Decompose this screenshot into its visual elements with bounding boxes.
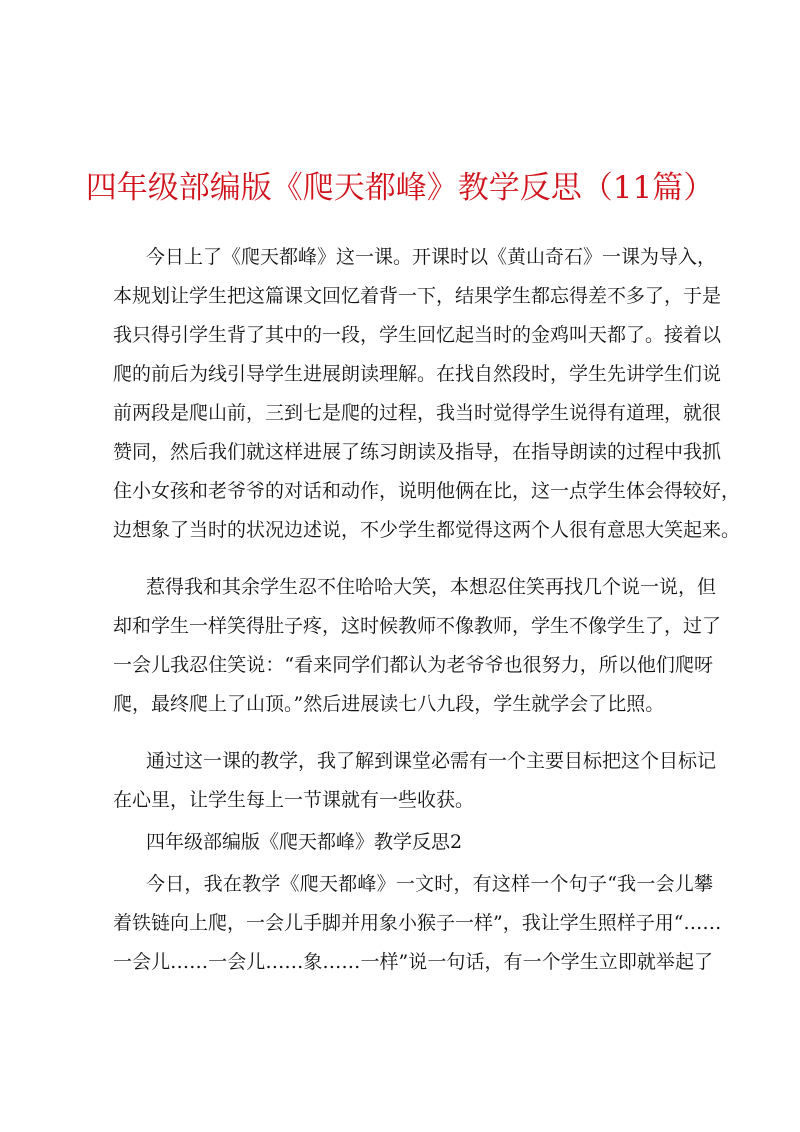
text-line: 今日，我在教学《爬天都峰》一文时，有这样一个句子“我一会儿攀 bbox=[146, 873, 713, 895]
text-line: 惹得我和其余学生忍不住哈哈大笑，本想忍住笑再找几个说一说，但 bbox=[146, 576, 717, 598]
document-title: 四年级部编版《爬天都峰》教学反思（11篇） bbox=[85, 170, 715, 206]
text-line: 本规划让学生把这篇课文回忆着背一下，结果学生都忘得差不多了，于是 bbox=[113, 285, 722, 307]
text-line: 却和学生一样笑得肚子疼，这时候教师不像教师，学生不像学生了，过了 bbox=[113, 615, 722, 637]
section-heading: 四年级部编版《爬天都峰》教学反思2 bbox=[146, 831, 463, 853]
text-line: 爬，最终爬上了山顶。”然后进展读七八九段，学生就学会了比照。 bbox=[113, 693, 665, 715]
text-line: 前两段是爬山前，三到七是爬的过程，我当时觉得学生说得有道理，就很 bbox=[113, 402, 722, 424]
text-line: 通过这一课的教学，我了解到课堂必需有一个主要目标把这个目标记 bbox=[146, 750, 717, 772]
text-line: 爬的前后为线引导学生进展朗读理解。在找自然段时，学生先讲学生们说 bbox=[113, 363, 722, 385]
text-line: 一会儿……一会儿……象……一样”说一句话，有一个学生立即就举起了 bbox=[113, 951, 713, 973]
text-line: 赞同，然后我们就这样进展了练习朗读及指导，在指导朗读的过程中我抓 bbox=[113, 441, 722, 463]
text-line: 边想象了当时的状况边述说，不少学生都觉得这两个人很有意思大笑起来。 bbox=[113, 519, 741, 541]
text-line: 着铁链向上爬，一会儿手脚并用象小猴子一样”，我让学生照样子用“…… bbox=[113, 912, 722, 934]
text-line: 在心里，让学生每上一节课就有一些收获。 bbox=[113, 789, 475, 811]
text-line: 一会儿我忍住笑说：“看来同学们都认为老爷爷也很努力，所以他们爬呀 bbox=[113, 654, 713, 676]
text-line: 我只得引学生背了其中的一段，学生回忆起当时的金鸡叫天都了。接着以 bbox=[113, 324, 722, 346]
text-line: 今日上了《爬天都峰》这一课。开课时以《黄山奇石》一课为导入， bbox=[146, 246, 717, 268]
text-line: 住小女孩和老爷爷的对话和动作，说明他俩在比，这一点学生体会得较好， bbox=[113, 480, 741, 502]
